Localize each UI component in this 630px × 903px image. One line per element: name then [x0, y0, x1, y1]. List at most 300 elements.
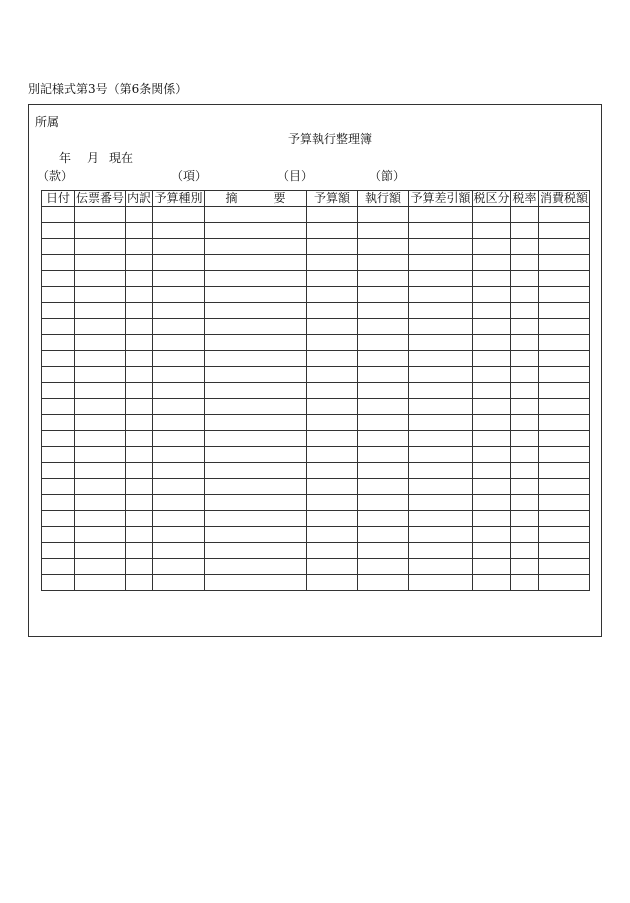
table-cell[interactable]	[358, 287, 409, 303]
table-cell[interactable]	[126, 495, 153, 511]
table-cell[interactable]	[153, 415, 205, 431]
table-cell[interactable]	[42, 447, 75, 463]
table-cell[interactable]	[153, 303, 205, 319]
table-cell[interactable]	[205, 479, 307, 495]
table-cell[interactable]	[126, 287, 153, 303]
table-cell[interactable]	[153, 271, 205, 287]
department-label: 所属	[35, 115, 60, 129]
table-cell[interactable]	[307, 271, 358, 287]
table-cell[interactable]	[42, 335, 75, 351]
table-cell[interactable]	[358, 319, 409, 335]
table-cell[interactable]	[42, 223, 75, 239]
table-cell[interactable]	[511, 527, 539, 543]
table-row	[42, 511, 590, 527]
table-cell[interactable]	[511, 447, 539, 463]
table-cell[interactable]	[473, 207, 511, 223]
table-cell[interactable]	[539, 543, 590, 559]
table-cell[interactable]	[153, 447, 205, 463]
table-cell[interactable]	[42, 559, 75, 575]
table-cell[interactable]	[358, 479, 409, 495]
table-cell[interactable]	[409, 287, 473, 303]
table-cell[interactable]	[409, 239, 473, 255]
table-cell[interactable]	[539, 511, 590, 527]
table-cell[interactable]	[358, 399, 409, 415]
table-cell[interactable]	[409, 255, 473, 271]
table-cell[interactable]	[409, 207, 473, 223]
table-cell[interactable]	[409, 431, 473, 447]
table-cell[interactable]	[473, 543, 511, 559]
table-cell[interactable]	[358, 447, 409, 463]
table-cell[interactable]	[205, 367, 307, 383]
table-cell[interactable]	[42, 303, 75, 319]
table-cell[interactable]	[358, 543, 409, 559]
table-cell[interactable]	[473, 319, 511, 335]
table-cell[interactable]	[126, 431, 153, 447]
table-cell[interactable]	[126, 351, 153, 367]
ledger-body	[42, 207, 590, 591]
table-cell[interactable]	[75, 383, 126, 399]
table-row	[42, 207, 590, 223]
table-cell[interactable]	[473, 335, 511, 351]
table-row	[42, 479, 590, 495]
table-cell[interactable]	[511, 559, 539, 575]
table-cell[interactable]	[409, 383, 473, 399]
setsu-label: （節）	[369, 169, 406, 183]
table-cell[interactable]	[75, 255, 126, 271]
table-cell[interactable]	[42, 511, 75, 527]
table-cell[interactable]	[42, 415, 75, 431]
table-cell[interactable]	[126, 527, 153, 543]
table-cell[interactable]	[75, 271, 126, 287]
column-header-tax-rate: 税率	[512, 191, 537, 205]
table-cell[interactable]	[205, 239, 307, 255]
table-cell[interactable]	[75, 463, 126, 479]
table-row	[42, 575, 590, 591]
table-cell[interactable]	[42, 463, 75, 479]
table-cell[interactable]	[205, 207, 307, 223]
table-cell[interactable]	[409, 543, 473, 559]
table-cell[interactable]	[539, 399, 590, 415]
table-cell[interactable]	[153, 511, 205, 527]
table-cell[interactable]	[42, 543, 75, 559]
table-cell[interactable]	[42, 367, 75, 383]
table-cell[interactable]	[473, 367, 511, 383]
table-cell[interactable]	[539, 351, 590, 367]
table-cell[interactable]	[205, 287, 307, 303]
table-cell[interactable]	[153, 495, 205, 511]
table-cell[interactable]	[473, 575, 511, 591]
table-cell[interactable]	[307, 207, 358, 223]
table-cell[interactable]	[539, 223, 590, 239]
table-cell[interactable]	[205, 415, 307, 431]
table-cell[interactable]	[511, 463, 539, 479]
table-cell[interactable]	[409, 527, 473, 543]
table-cell[interactable]	[511, 511, 539, 527]
table-cell[interactable]	[473, 239, 511, 255]
table-cell[interactable]	[205, 319, 307, 335]
table-cell[interactable]	[409, 479, 473, 495]
table-cell[interactable]	[473, 511, 511, 527]
table-cell[interactable]	[511, 239, 539, 255]
table-cell[interactable]	[153, 479, 205, 495]
table-cell[interactable]	[205, 303, 307, 319]
table-cell[interactable]	[75, 239, 126, 255]
table-cell[interactable]	[307, 319, 358, 335]
as-of-date-line	[59, 149, 133, 166]
table-cell[interactable]	[42, 319, 75, 335]
table-cell[interactable]	[473, 303, 511, 319]
table-cell[interactable]	[126, 239, 153, 255]
table-cell[interactable]	[358, 335, 409, 351]
table-cell[interactable]	[358, 367, 409, 383]
table-cell[interactable]	[205, 559, 307, 575]
table-cell[interactable]	[409, 511, 473, 527]
table-cell[interactable]	[75, 495, 126, 511]
table-cell[interactable]	[539, 495, 590, 511]
table-cell[interactable]	[539, 559, 590, 575]
table-cell[interactable]	[153, 239, 205, 255]
table-cell[interactable]	[409, 367, 473, 383]
table-cell[interactable]	[539, 479, 590, 495]
table-cell[interactable]	[307, 479, 358, 495]
table-cell[interactable]	[511, 255, 539, 271]
table-cell[interactable]	[307, 431, 358, 447]
table-cell[interactable]	[358, 575, 409, 591]
kou-label: （項）	[171, 169, 208, 183]
table-cell[interactable]	[75, 559, 126, 575]
table-cell[interactable]	[153, 335, 205, 351]
table-cell[interactable]	[75, 527, 126, 543]
column-header-consumption-tax: 消費税額	[539, 191, 588, 205]
table-cell[interactable]	[409, 447, 473, 463]
table-cell[interactable]	[473, 383, 511, 399]
table-cell[interactable]	[153, 575, 205, 591]
table-cell[interactable]	[307, 383, 358, 399]
table-cell[interactable]	[126, 383, 153, 399]
table-row	[42, 399, 590, 415]
table-cell[interactable]	[473, 527, 511, 543]
table-cell[interactable]	[153, 383, 205, 399]
table-cell[interactable]	[75, 207, 126, 223]
table-cell[interactable]	[205, 383, 307, 399]
table-cell[interactable]	[358, 559, 409, 575]
table-cell[interactable]	[126, 463, 153, 479]
table-cell[interactable]	[153, 351, 205, 367]
table-cell[interactable]	[539, 575, 590, 591]
table-cell[interactable]	[153, 255, 205, 271]
table-cell[interactable]	[511, 399, 539, 415]
table-cell[interactable]	[409, 223, 473, 239]
table-cell[interactable]	[205, 543, 307, 559]
table-cell[interactable]	[539, 319, 590, 335]
table-cell[interactable]	[539, 271, 590, 287]
table-cell[interactable]	[75, 479, 126, 495]
table-cell[interactable]	[358, 495, 409, 511]
table-cell[interactable]	[307, 239, 358, 255]
table-row	[42, 415, 590, 431]
table-cell[interactable]	[539, 463, 590, 479]
table-cell[interactable]	[153, 559, 205, 575]
table-cell[interactable]	[473, 479, 511, 495]
table-cell[interactable]	[307, 223, 358, 239]
table-cell[interactable]	[511, 207, 539, 223]
table-cell[interactable]	[539, 255, 590, 271]
table-cell[interactable]	[126, 399, 153, 415]
table-cell[interactable]	[358, 303, 409, 319]
table-cell[interactable]	[205, 575, 307, 591]
ledger-frame	[28, 104, 602, 637]
table-cell[interactable]	[307, 287, 358, 303]
table-cell[interactable]	[409, 271, 473, 287]
table-cell[interactable]	[126, 415, 153, 431]
table-cell[interactable]	[307, 447, 358, 463]
table-cell[interactable]	[42, 575, 75, 591]
table-cell[interactable]	[75, 575, 126, 591]
table-cell[interactable]	[126, 223, 153, 239]
table-cell[interactable]	[511, 367, 539, 383]
table-cell[interactable]	[473, 223, 511, 239]
table-cell[interactable]	[358, 223, 409, 239]
table-cell[interactable]	[409, 463, 473, 479]
table-cell[interactable]	[358, 463, 409, 479]
table-cell[interactable]	[205, 255, 307, 271]
table-cell[interactable]	[75, 431, 126, 447]
column-header-executed-amount: 執行額	[358, 191, 409, 207]
table-cell[interactable]	[42, 287, 75, 303]
table-cell[interactable]	[153, 463, 205, 479]
table-cell[interactable]	[205, 511, 307, 527]
table-cell[interactable]	[75, 367, 126, 383]
table-cell[interactable]	[75, 319, 126, 335]
table-cell[interactable]	[75, 399, 126, 415]
table-cell[interactable]	[307, 255, 358, 271]
table-cell[interactable]	[307, 367, 358, 383]
table-cell[interactable]	[75, 543, 126, 559]
column-header-slip-number: 伝票番号	[75, 191, 124, 205]
table-cell[interactable]	[42, 239, 75, 255]
table-cell[interactable]	[42, 431, 75, 447]
table-cell[interactable]	[307, 527, 358, 543]
table-cell[interactable]	[42, 399, 75, 415]
table-cell[interactable]	[473, 415, 511, 431]
column-header-balance: 予算差引額	[410, 191, 471, 205]
table-row	[42, 319, 590, 335]
table-cell[interactable]	[511, 575, 539, 591]
table-cell[interactable]	[511, 303, 539, 319]
table-cell[interactable]	[153, 367, 205, 383]
table-cell[interactable]	[205, 351, 307, 367]
table-cell[interactable]	[307, 559, 358, 575]
table-cell[interactable]	[511, 335, 539, 351]
table-cell[interactable]	[358, 239, 409, 255]
table-cell[interactable]	[126, 255, 153, 271]
table-cell[interactable]	[409, 335, 473, 351]
table-cell[interactable]	[205, 495, 307, 511]
table-cell[interactable]	[75, 415, 126, 431]
table-cell[interactable]	[358, 255, 409, 271]
table-row	[42, 447, 590, 463]
table-cell[interactable]	[307, 351, 358, 367]
table-cell[interactable]	[539, 207, 590, 223]
table-cell[interactable]	[473, 431, 511, 447]
table-cell[interactable]	[511, 431, 539, 447]
table-cell[interactable]	[539, 287, 590, 303]
table-cell[interactable]	[126, 303, 153, 319]
table-cell[interactable]	[307, 511, 358, 527]
table-cell[interactable]	[307, 335, 358, 351]
table-cell[interactable]	[511, 351, 539, 367]
ledger-table	[41, 190, 590, 591]
table-cell[interactable]	[539, 415, 590, 431]
table-cell[interactable]	[153, 527, 205, 543]
table-cell[interactable]	[539, 447, 590, 463]
table-cell[interactable]	[511, 479, 539, 495]
month-label: 月	[87, 151, 100, 165]
table-cell[interactable]	[473, 463, 511, 479]
table-cell[interactable]	[153, 319, 205, 335]
table-cell[interactable]	[473, 351, 511, 367]
moku-label: （目）	[277, 169, 314, 183]
table-row	[42, 559, 590, 575]
table-cell[interactable]	[409, 575, 473, 591]
table-cell[interactable]	[473, 447, 511, 463]
table-cell[interactable]	[539, 527, 590, 543]
table-cell[interactable]	[75, 223, 126, 239]
table-cell[interactable]	[307, 463, 358, 479]
table-cell[interactable]	[473, 559, 511, 575]
table-cell[interactable]	[42, 383, 75, 399]
table-cell[interactable]	[205, 271, 307, 287]
table-cell[interactable]	[153, 399, 205, 415]
table-cell[interactable]	[126, 559, 153, 575]
table-cell[interactable]	[42, 351, 75, 367]
table-cell[interactable]	[539, 335, 590, 351]
table-cell[interactable]	[205, 223, 307, 239]
table-cell[interactable]	[75, 511, 126, 527]
table-cell[interactable]	[205, 463, 307, 479]
table-cell[interactable]	[42, 495, 75, 511]
table-cell[interactable]	[153, 223, 205, 239]
table-cell[interactable]	[126, 447, 153, 463]
table-cell[interactable]	[539, 383, 590, 399]
table-cell[interactable]	[358, 383, 409, 399]
table-cell[interactable]	[539, 303, 590, 319]
table-cell[interactable]	[473, 495, 511, 511]
table-cell[interactable]	[75, 335, 126, 351]
column-header-date: 日付	[42, 191, 75, 207]
table-row	[42, 271, 590, 287]
table-cell[interactable]	[307, 495, 358, 511]
table-cell[interactable]	[307, 575, 358, 591]
table-cell[interactable]	[153, 287, 205, 303]
table-cell[interactable]	[42, 479, 75, 495]
table-cell[interactable]	[511, 287, 539, 303]
table-cell[interactable]	[511, 383, 539, 399]
table-cell[interactable]	[473, 255, 511, 271]
table-cell[interactable]	[511, 543, 539, 559]
table-cell[interactable]	[511, 495, 539, 511]
table-cell[interactable]	[42, 527, 75, 543]
table-cell[interactable]	[126, 367, 153, 383]
table-row	[42, 543, 590, 559]
table-cell[interactable]	[205, 447, 307, 463]
table-cell[interactable]	[205, 335, 307, 351]
table-cell[interactable]	[307, 303, 358, 319]
table-cell[interactable]	[409, 415, 473, 431]
table-cell[interactable]	[75, 303, 126, 319]
table-cell[interactable]	[511, 415, 539, 431]
table-cell[interactable]	[409, 495, 473, 511]
table-cell[interactable]	[409, 399, 473, 415]
table-cell[interactable]	[126, 271, 153, 287]
table-cell[interactable]	[205, 431, 307, 447]
table-cell[interactable]	[409, 303, 473, 319]
table-cell[interactable]	[307, 543, 358, 559]
table-cell[interactable]	[42, 207, 75, 223]
table-cell[interactable]	[42, 271, 75, 287]
table-cell[interactable]	[307, 415, 358, 431]
table-cell[interactable]	[126, 511, 153, 527]
table-cell[interactable]	[126, 207, 153, 223]
budget-classification-line	[29, 167, 601, 183]
table-cell[interactable]	[358, 351, 409, 367]
table-row	[42, 239, 590, 255]
table-cell[interactable]	[358, 431, 409, 447]
table-cell[interactable]	[473, 399, 511, 415]
table-cell[interactable]	[409, 559, 473, 575]
column-header-breakdown: 内訳	[126, 191, 151, 205]
table-cell[interactable]	[75, 287, 126, 303]
table-cell[interactable]	[409, 319, 473, 335]
table-cell[interactable]	[126, 543, 153, 559]
table-row	[42, 367, 590, 383]
table-cell[interactable]	[358, 527, 409, 543]
table-cell[interactable]	[205, 399, 307, 415]
table-cell[interactable]	[75, 447, 126, 463]
table-cell[interactable]	[409, 351, 473, 367]
header-row	[42, 191, 590, 207]
form-reference: 別記様式第3号（第6条関係）	[28, 82, 188, 96]
table-cell[interactable]	[473, 271, 511, 287]
table-cell[interactable]	[358, 271, 409, 287]
as-of-label: 現在	[109, 151, 134, 165]
table-cell[interactable]	[126, 319, 153, 335]
table-cell[interactable]	[539, 431, 590, 447]
table-cell[interactable]	[539, 239, 590, 255]
table-cell[interactable]	[126, 575, 153, 591]
table-cell[interactable]	[511, 271, 539, 287]
table-cell[interactable]	[126, 479, 153, 495]
table-row	[42, 255, 590, 271]
table-cell[interactable]	[126, 335, 153, 351]
table-cell[interactable]	[358, 511, 409, 527]
table-cell[interactable]	[205, 527, 307, 543]
table-cell[interactable]	[358, 207, 409, 223]
table-cell[interactable]	[511, 223, 539, 239]
table-row	[42, 495, 590, 511]
table-cell[interactable]	[75, 351, 126, 367]
table-cell[interactable]	[42, 255, 75, 271]
table-cell[interactable]	[153, 543, 205, 559]
table-cell[interactable]	[153, 431, 205, 447]
table-cell[interactable]	[358, 415, 409, 431]
table-cell[interactable]	[153, 207, 205, 223]
table-cell[interactable]	[473, 287, 511, 303]
table-cell[interactable]	[511, 319, 539, 335]
year-label: 年	[59, 151, 72, 165]
table-cell[interactable]	[539, 367, 590, 383]
table-cell[interactable]	[307, 399, 358, 415]
